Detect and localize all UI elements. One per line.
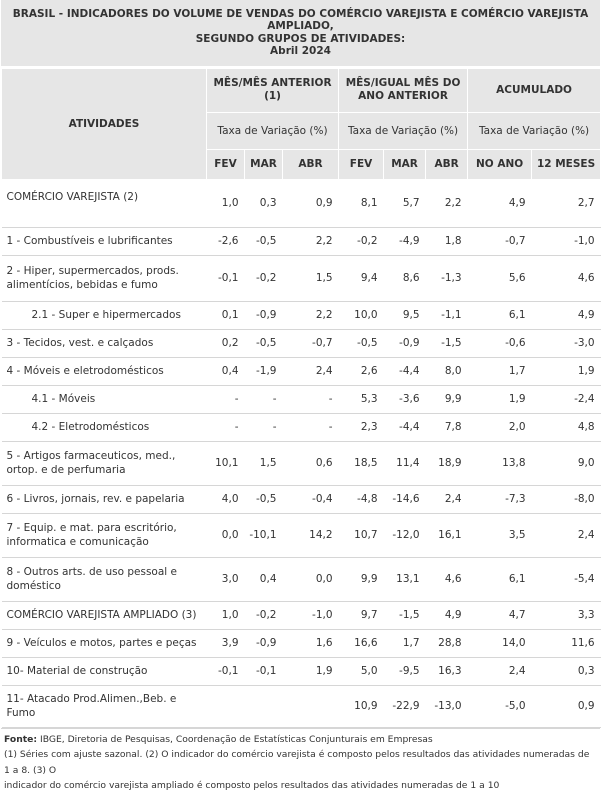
value-cell: 1,5 xyxy=(283,255,339,301)
value-cell: 13,1 xyxy=(384,557,426,601)
footnote-line-1: (1) Séries com ajuste sazonal. (2) O indicador do comércio varejista é composto pelos resultados das atividades numeradas de 1 a 8. (3) O xyxy=(4,749,590,776)
header-acumulado: ACUMULADO xyxy=(468,68,601,112)
table-row xyxy=(2,685,601,727)
header-igual-mes-line2: ANO ANTERIOR xyxy=(358,90,448,103)
value-cell: -8,0 xyxy=(532,485,601,513)
value-cell: -5,4 xyxy=(532,557,601,601)
value-cell: 2,2 xyxy=(283,301,339,329)
table-header xyxy=(2,68,601,179)
value-cell: 4,8 xyxy=(532,413,601,441)
value-cell: -0,2 xyxy=(245,255,283,301)
value-cell: 1,7 xyxy=(468,357,532,385)
table-row xyxy=(2,557,601,601)
activity-label-line1: 4 - Móveis e eletrodomésticos xyxy=(6,365,164,378)
value-cell: 5,6 xyxy=(468,255,532,301)
activity-label-line1: 10- Material de construção xyxy=(6,665,148,678)
value-cell: -10,1 xyxy=(245,513,283,557)
value-cell: -7,3 xyxy=(468,485,532,513)
table-row xyxy=(2,227,601,255)
value-cell: 0,0 xyxy=(283,557,339,601)
value-cell: -0,5 xyxy=(245,227,283,255)
value-cell: 1,0 xyxy=(207,601,245,629)
value-cell: -1,5 xyxy=(384,601,426,629)
value-cell: 10,1 xyxy=(207,441,245,485)
table-body xyxy=(2,179,601,727)
activity-label-line1: COMÉRCIO VAREJISTA AMPLIADO (3) xyxy=(6,609,197,622)
value-cell: -0,5 xyxy=(339,329,384,357)
value-cell: 4,9 xyxy=(532,301,601,329)
header-mes-anterior xyxy=(207,68,339,112)
table-row xyxy=(2,601,601,629)
footnote-line-2: indicador do comércio varejista ampliado é composto pelos resultados das atividades numeradas de 1 a 10 xyxy=(4,780,500,792)
value-cell: 1,5 xyxy=(245,441,283,485)
header-taxa-2: Taxa de Variação (%) xyxy=(339,112,468,149)
value-cell: -4,9 xyxy=(384,227,426,255)
value-cell: -4,4 xyxy=(384,413,426,441)
source-note xyxy=(4,732,597,748)
activity-label-line1: COMÉRCIO VAREJISTA (2) xyxy=(6,190,139,203)
value-cell: 2,6 xyxy=(339,357,384,385)
value-cell: 18,9 xyxy=(426,441,468,485)
value-cell: 3,5 xyxy=(468,513,532,557)
value-cell: -1,9 xyxy=(245,357,283,385)
value-cell: -0,2 xyxy=(245,601,283,629)
value-cell: 13,8 xyxy=(468,441,532,485)
value-cell: 5,3 xyxy=(339,385,384,413)
value-cell: -9,5 xyxy=(384,657,426,685)
value-cell: 18,5 xyxy=(339,441,384,485)
table-title xyxy=(1,0,600,68)
value-cell: 4,6 xyxy=(426,557,468,601)
value-cell: -14,6 xyxy=(384,485,426,513)
table-row xyxy=(2,441,601,485)
value-cell: -0,1 xyxy=(207,255,245,301)
value-cell: -0,7 xyxy=(468,227,532,255)
value-cell: 9,9 xyxy=(339,557,384,601)
value-cell: 2,4 xyxy=(283,357,339,385)
value-cell: - xyxy=(283,413,339,441)
value-cell: -0,6 xyxy=(468,329,532,357)
value-cell: 0,9 xyxy=(283,179,339,227)
activity-label xyxy=(2,357,207,385)
activity-label xyxy=(2,685,207,727)
value-cell: 0,3 xyxy=(532,657,601,685)
value-cell: -0,7 xyxy=(283,329,339,357)
activity-label xyxy=(2,657,207,685)
value-cell: - xyxy=(283,385,339,413)
value-cell: 4,9 xyxy=(426,601,468,629)
activity-label-line1: 7 - Equip. e mat. para escritório, xyxy=(6,522,177,535)
value-cell: -0,9 xyxy=(245,629,283,657)
value-cell: 9,7 xyxy=(339,601,384,629)
value-cell: -2,6 xyxy=(207,227,245,255)
value-cell: - xyxy=(245,413,283,441)
activity-label xyxy=(2,301,207,329)
value-cell: 1,9 xyxy=(532,357,601,385)
activity-label xyxy=(2,601,207,629)
value-cell: 0,2 xyxy=(207,329,245,357)
activity-label-line1: 2.1 - Super e hipermercados xyxy=(31,309,181,322)
activity-label-line1: 6 - Livros, jornais, rev. e papelaria xyxy=(6,493,185,506)
value-cell: 3,3 xyxy=(532,601,601,629)
activity-label xyxy=(2,513,207,557)
header-atividades: ATIVIDADES xyxy=(2,68,207,179)
header-mes-anterior-line1: MÊS/MÊS ANTERIOR xyxy=(213,77,332,90)
value-cell: 2,2 xyxy=(426,179,468,227)
value-cell: 2,4 xyxy=(426,485,468,513)
value-cell: 1,6 xyxy=(283,629,339,657)
value-cell: 0,4 xyxy=(245,557,283,601)
value-cell: 1,9 xyxy=(468,385,532,413)
value-cell: 11,4 xyxy=(384,441,426,485)
col-fev-2: FEV xyxy=(339,149,384,179)
value-cell: 14,2 xyxy=(283,513,339,557)
activity-label-line1: 4.2 - Eletrodomésticos xyxy=(31,421,150,434)
value-cell: -3,0 xyxy=(532,329,601,357)
activity-label-line1: 4.1 - Móveis xyxy=(31,393,96,406)
source-label: Fonte: xyxy=(4,733,38,745)
value-cell: -22,9 xyxy=(384,685,426,727)
header-igual-mes xyxy=(339,68,468,112)
table-row xyxy=(2,255,601,301)
value-cell: 8,6 xyxy=(384,255,426,301)
value-cell: 4,7 xyxy=(468,601,532,629)
value-cell: 0,9 xyxy=(532,685,601,727)
activity-label xyxy=(2,557,207,601)
table-row xyxy=(2,357,601,385)
value-cell: -0,9 xyxy=(384,329,426,357)
activity-label-line1: 3 - Tecidos, vest. e calçados xyxy=(6,337,154,350)
activity-label-line1: 2 - Hiper, supermercados, prods. xyxy=(6,265,179,278)
activity-label xyxy=(2,441,207,485)
value-cell: -3,6 xyxy=(384,385,426,413)
activity-label-line2: informatica e comunicação xyxy=(6,536,149,549)
col-fev-1: FEV xyxy=(207,149,245,179)
value-cell: 6,1 xyxy=(468,557,532,601)
activity-label-line2: alimentícios, bebidas e fumo xyxy=(6,279,158,292)
value-cell: 2,3 xyxy=(339,413,384,441)
value-cell: 0,3 xyxy=(245,179,283,227)
table-row xyxy=(2,179,601,227)
activity-label xyxy=(2,255,207,301)
value-cell: -12,0 xyxy=(384,513,426,557)
value-cell: 10,9 xyxy=(339,685,384,727)
title-line-3: Abril 2024 xyxy=(270,45,331,58)
header-taxa-1: Taxa de Variação (%) xyxy=(207,112,339,149)
activity-label xyxy=(2,329,207,357)
value-cell: 5,7 xyxy=(384,179,426,227)
source-text: IBGE, Diretoria de Pesquisas, Coordenação de Estatísticas Conjunturais em Empresas xyxy=(37,733,433,745)
value-cell: -1,3 xyxy=(426,255,468,301)
value-cell: - xyxy=(245,385,283,413)
value-cell: -5,0 xyxy=(468,685,532,727)
activity-label-line1: 5 - Artigos farmaceuticos, med., xyxy=(6,450,176,463)
value-cell: 2,4 xyxy=(468,657,532,685)
value-cell: 0,0 xyxy=(207,513,245,557)
value-cell: 14,0 xyxy=(468,629,532,657)
value-cell: 0,1 xyxy=(207,301,245,329)
value-cell: -4,8 xyxy=(339,485,384,513)
value-cell: - xyxy=(207,413,245,441)
col-mar-2: MAR xyxy=(384,149,426,179)
value-cell xyxy=(245,685,283,727)
value-cell: 3,0 xyxy=(207,557,245,601)
value-cell: 11,6 xyxy=(532,629,601,657)
activity-label-line2: Fumo xyxy=(6,707,36,720)
value-cell: 2,0 xyxy=(468,413,532,441)
value-cell: 0,6 xyxy=(283,441,339,485)
value-cell: 9,9 xyxy=(426,385,468,413)
footnotes xyxy=(1,728,600,794)
sales-table xyxy=(1,68,601,728)
table-row xyxy=(2,413,601,441)
value-cell: -0,1 xyxy=(207,657,245,685)
value-cell: 4,9 xyxy=(468,179,532,227)
col-no-ano: NO ANO xyxy=(468,149,532,179)
activity-label-line1: 8 - Outros arts. de uso pessoal e xyxy=(6,566,178,579)
value-cell: 16,6 xyxy=(339,629,384,657)
table-row xyxy=(2,329,601,357)
col-abr-2: ABR xyxy=(426,149,468,179)
value-cell: -1,5 xyxy=(426,329,468,357)
value-cell: -0,4 xyxy=(283,485,339,513)
header-taxa-3: Taxa de Variação (%) xyxy=(468,112,601,149)
activity-label xyxy=(2,227,207,255)
value-cell: -1,1 xyxy=(426,301,468,329)
value-cell: 16,1 xyxy=(426,513,468,557)
value-cell: -0,2 xyxy=(339,227,384,255)
value-cell xyxy=(283,685,339,727)
value-cell: -0,9 xyxy=(245,301,283,329)
table-row xyxy=(2,657,601,685)
activity-label-line1: 11- Atacado Prod.Alimen.,Beb. e xyxy=(6,693,177,706)
value-cell: 0,4 xyxy=(207,357,245,385)
value-cell: 4,6 xyxy=(532,255,601,301)
value-cell: -13,0 xyxy=(426,685,468,727)
value-cell: 1,7 xyxy=(384,629,426,657)
value-cell: -1,0 xyxy=(532,227,601,255)
activity-label xyxy=(2,413,207,441)
activity-label xyxy=(2,385,207,413)
col-12-meses: 12 MESES xyxy=(532,149,601,179)
value-cell: 2,2 xyxy=(283,227,339,255)
value-cell: 28,8 xyxy=(426,629,468,657)
title-line-1: BRASIL - INDICADORES DO VOLUME DE VENDAS DO COMÉRCIO VAREJISTA E COMÉRCIO VAREJISTA AMPLIADO, xyxy=(12,8,589,33)
value-cell: 4,0 xyxy=(207,485,245,513)
value-cell: 1,8 xyxy=(426,227,468,255)
table-row xyxy=(2,301,601,329)
activity-label-line2: ortop. e de perfumaria xyxy=(6,464,126,477)
value-cell: -2,4 xyxy=(532,385,601,413)
activity-label-line1: 9 - Veículos e motos, partes e peças xyxy=(6,637,197,650)
value-cell: 8,0 xyxy=(426,357,468,385)
table-row xyxy=(2,513,601,557)
value-cell: - xyxy=(207,385,245,413)
activity-label-line2: doméstico xyxy=(6,580,61,593)
value-cell: 2,7 xyxy=(532,179,601,227)
value-cell: 10,7 xyxy=(339,513,384,557)
col-mar-1: MAR xyxy=(245,149,283,179)
activity-label xyxy=(2,179,207,227)
value-cell: 2,4 xyxy=(532,513,601,557)
value-cell: 8,1 xyxy=(339,179,384,227)
title-line-2: SEGUNDO GRUPOS DE ATIVIDADES: xyxy=(195,32,406,45)
activity-label xyxy=(2,629,207,657)
col-abr-1: ABR xyxy=(283,149,339,179)
header-igual-mes-line1: MÊS/IGUAL MÊS DO xyxy=(345,77,461,90)
value-cell: 3,9 xyxy=(207,629,245,657)
value-cell: 9,0 xyxy=(532,441,601,485)
value-cell: -0,5 xyxy=(245,329,283,357)
value-cell: 10,0 xyxy=(339,301,384,329)
value-cell: -0,1 xyxy=(245,657,283,685)
table-row xyxy=(2,385,601,413)
value-cell: 5,0 xyxy=(339,657,384,685)
value-cell: 9,4 xyxy=(339,255,384,301)
value-cell: 9,5 xyxy=(384,301,426,329)
value-cell: -4,4 xyxy=(384,357,426,385)
value-cell xyxy=(207,685,245,727)
value-cell: 16,3 xyxy=(426,657,468,685)
table-row xyxy=(2,629,601,657)
activity-label xyxy=(2,485,207,513)
value-cell: 1,9 xyxy=(283,657,339,685)
value-cell: 7,8 xyxy=(426,413,468,441)
table-row xyxy=(2,485,601,513)
value-cell: 6,1 xyxy=(468,301,532,329)
value-cell: 1,0 xyxy=(207,179,245,227)
header-mes-anterior-line2: (1) xyxy=(264,90,281,103)
value-cell: -0,5 xyxy=(245,485,283,513)
value-cell: -1,0 xyxy=(283,601,339,629)
activity-label-line1: 1 - Combustíveis e lubrificantes xyxy=(6,235,173,248)
